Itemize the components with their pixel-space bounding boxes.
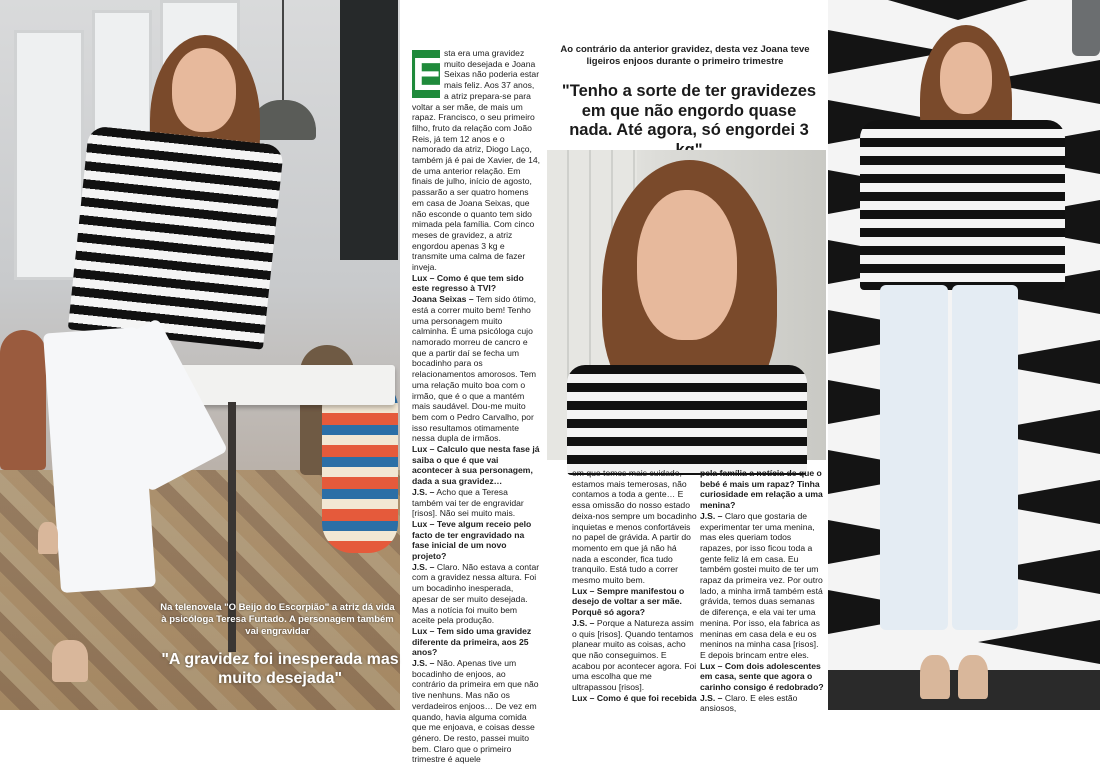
window [14,30,84,280]
answer-text: Tem sido ótimo, está a correr muito bem! Tenho uma personagem muito calminha. É uma psicóloga cujo namorado morreu de cancro e que a partir daí se fecha um bocadinho para os relacionamentos amorosos. Tem uma relação muito boa com o irmão, que é o que a mantém mais saudável. Dou-me muito bem com o Pedro Carvalho, por isso resultamos otimamente nessa dupla de irmãos. [412,294,537,444]
shoe [958,655,988,699]
article-column-1 [400,40,547,765]
shoe [38,522,58,554]
answer-speaker: Joana Seixas – [412,294,474,305]
striped-jacket [68,125,284,349]
qa-item [572,693,697,704]
right-photo [828,0,1100,710]
photo-caption: Na telenovela "O Beijo do Escorpião" a atriz dá vida à psicóloga Teresa Furtado. A personagem também vai engravidar [160,602,395,637]
question: Lux – Como é que foi recebida [572,692,697,703]
answer-speaker: J.S. – [412,486,435,497]
left-photo [0,0,400,710]
answer-text: Porque a Natureza assim o quis [risos]. Quando tentamos planear muito as coisas, acho que não conseguimos. E acabou por acontecer agora. Foi uma escolha que me ultrapassou [risos]. [572,617,697,693]
qa-item [700,511,824,661]
wall-lamp [1072,0,1100,56]
wall-triangle [888,0,1028,20]
face [940,42,992,114]
answer-text: Claro que gostaria de experimentar ter uma menina, mas eles queriam todos rapazes, por isso ficou toda a gente feliz lá em casa. Eu também gostei muito de ter um rapaz da primeira vez. Por outro lado, a minha irmã também está grávida, temos duas semanas de diferença, e ela vai ter uma menina. Por isso, ela fabrica as meninas em casa dela e eu os meninos na minha casa [risos]. E depois brincam entre eles. [700,510,823,660]
striped-jacket [860,120,1065,290]
white-pants [880,285,948,630]
face [172,48,236,132]
drop-cap: E [412,48,443,100]
qa-item [572,586,697,693]
qa-item [412,444,541,519]
answer-text: Claro. E eles estão ansiosos, [700,692,798,714]
pull-quote: "A gravidez foi inesperada mas muito desejada" [161,651,399,687]
qa-item [700,661,824,715]
article-intro: sta era uma gravidez muito desejada e Joana Seixas não poderia estar mais feliz. Aos 37 anos, a atriz prepara-se para voltar a ser mãe, de mais um rapaz. Francisco, o seu primeiro filho, fruto da relação com João Reis, já tem 12 anos e o namorado da atriz, Diogo Laço, também já é pai de Xavier, de 14, de uma anterior relação. Em finais de julho, início de agosto, passarão a ser quatro homens em casa de Joana Seixas, que não esconde o quanto tem sido mimada pela família. Com cinco meses de gravidez, a atriz engordou apenas 3 kg e transmite uma calma de fazer inveja. [412,48,541,273]
qa-item [412,519,541,626]
article-column-2 [572,468,697,703]
face [637,190,737,340]
article-column-3 [700,468,824,714]
shoe [52,640,88,682]
answer-text: Acho que a Teresa também vai ter de engravidar [risos]. Não sei muito mais. [412,486,524,519]
answer-speaker: J.S. – [412,658,435,669]
question: Lux – Como é que tem sido este regresso à TVI? [412,272,524,294]
answer-speaker: J.S. – [412,561,435,572]
headline-quote: "Tenho a sorte de ter gravidezes em que não engordo quase nada. Até agora, só engordei 3 [561,82,817,139]
white-pants [952,285,1018,630]
article-paragraph: em que temos mais cuidado, estamos mais temerosas, não contamos a toda a gente… E essa omissão do nosso estado deixa-nos sempre um bocadinho inquietas e menos confortáveis no papel de grávida. A partir do momento em que já não há nada a esconder, fica tudo tranquilo. Está tudo a correr mesmo muito bem. [572,468,697,586]
question: Lux – Sempre manifestou o desejo de voltar a ser mãe. Porquê só agora? [572,585,685,618]
chair [0,330,46,470]
qa-item [412,626,541,765]
striped-top [567,365,807,475]
subheading: Ao contrário da anterior gravidez, desta vez Joana teve ligeiros enjoos durante o primeiro trimestre [560,44,810,67]
answer-speaker: J.S. – [700,510,723,521]
question: Lux – Com dois adolescentes em casa, sente que agora o carinho consigo é redobrado? [700,660,824,693]
question: Lux – Teve algum receio pelo facto de ter engravidado na fase inicial de um novo projeto? [412,518,532,562]
question: Lux – Tem sido uma gravidez diferente da primeira, aos 25 anos? [412,625,532,658]
wall-frame [340,0,398,260]
answer-speaker: J.S. – [700,692,723,703]
question: Lux – Calculo que nesta fase já saiba o que é que vai acontecer à sua personagem, dada a sua gravidez… [412,444,540,487]
answer-speaker: J.S. – [572,617,595,628]
qa-item [412,273,541,444]
answer-text: Claro. Não estava a contar com a gravidez nessa altura. Foi um bocadinho inesperada, apesar de ser muito desejada. Mas a notícia foi muito bem aceite pela produção. [412,561,540,626]
lamp-cord [282,0,284,100]
answer-text: Não. Apenas tive um bocadinho de enjoos, ao contrário da primeira em que não tive nenhuns. Mas não os verdadeiros enjoos… De vez em quando, havia alguma comida que me enjoava, e coisas desse género. De resto, passei muito bem. Claro que o primeiro trimestre é aquele [412,658,539,765]
shoe [920,655,950,699]
question: pela família a notícia de que o bebé é mais um rapaz? Tinha curiosidade em relação a uma menina? [700,468,823,511]
portrait-photo [547,150,826,460]
